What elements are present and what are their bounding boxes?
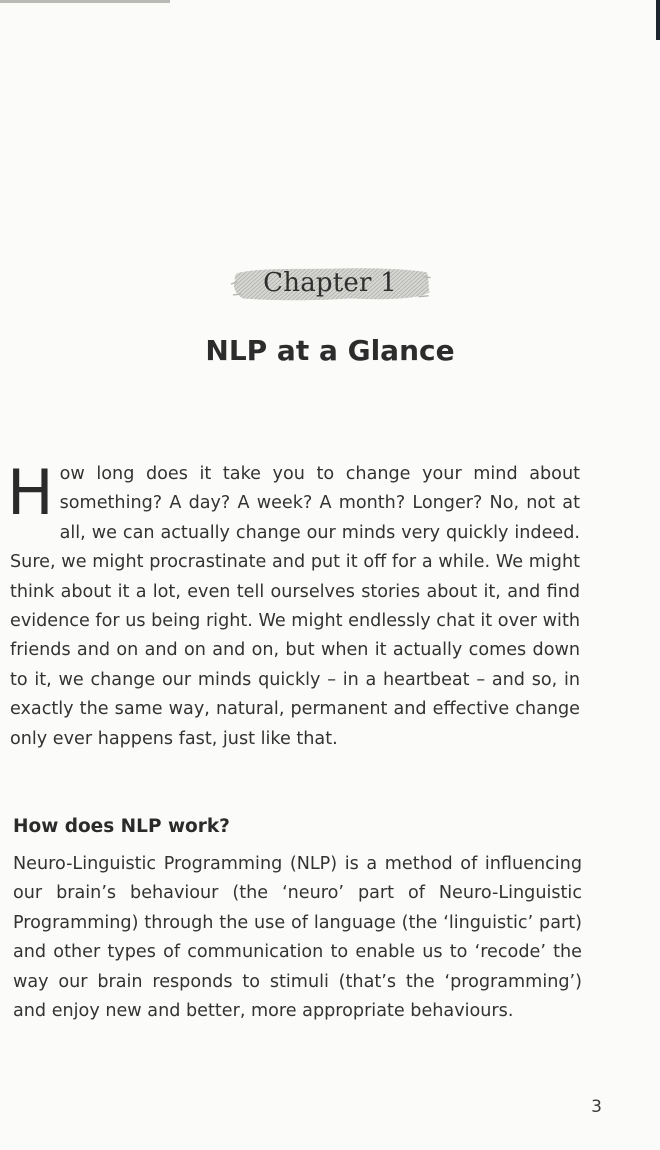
section-paragraph: Neuro-Linguistic Programming (NLP) is a method of influencing our brain’s behaviour (the ‘neuro’ part of Neuro-Linguistic Programming) through the use of language (the ‘linguistic’ part) and other types of communication to enable us to ‘recode’ the way our brain responds to stimuli (that’s the ‘programming’) and enjoy new and better, more appropriate behaviours. xyxy=(13,854,582,1022)
chapter-title: NLP at a Glance xyxy=(205,334,455,367)
chapter-label: Chapter 1 xyxy=(263,268,397,298)
intro-text: ow long does it take you to change your mind about something? A day? A week? A month? Longer? No, not at all, we can actually change our minds very quickly indeed. Sure, we might procrastinate and put it off for a while. We might think about it a lot, even tell ourselves stories about it, and find evidence for us being right. We might endlessly chat it over with friends and on and on and on, but when it actually comes down to it, we change our minds quickly – in a heartbeat – and so, in exactly the same way, natural, permanent and effective change only ever happens fast, just like that. xyxy=(10,464,580,749)
page-edge-mark xyxy=(656,0,660,40)
intro-paragraph xyxy=(7,456,580,754)
page-number: 3 xyxy=(591,1097,602,1117)
drop-cap: H xyxy=(7,456,54,529)
chapter-badge xyxy=(229,264,431,304)
section-heading: How does NLP work? xyxy=(13,816,230,837)
chapter-header xyxy=(0,264,660,304)
top-rule xyxy=(0,0,170,3)
